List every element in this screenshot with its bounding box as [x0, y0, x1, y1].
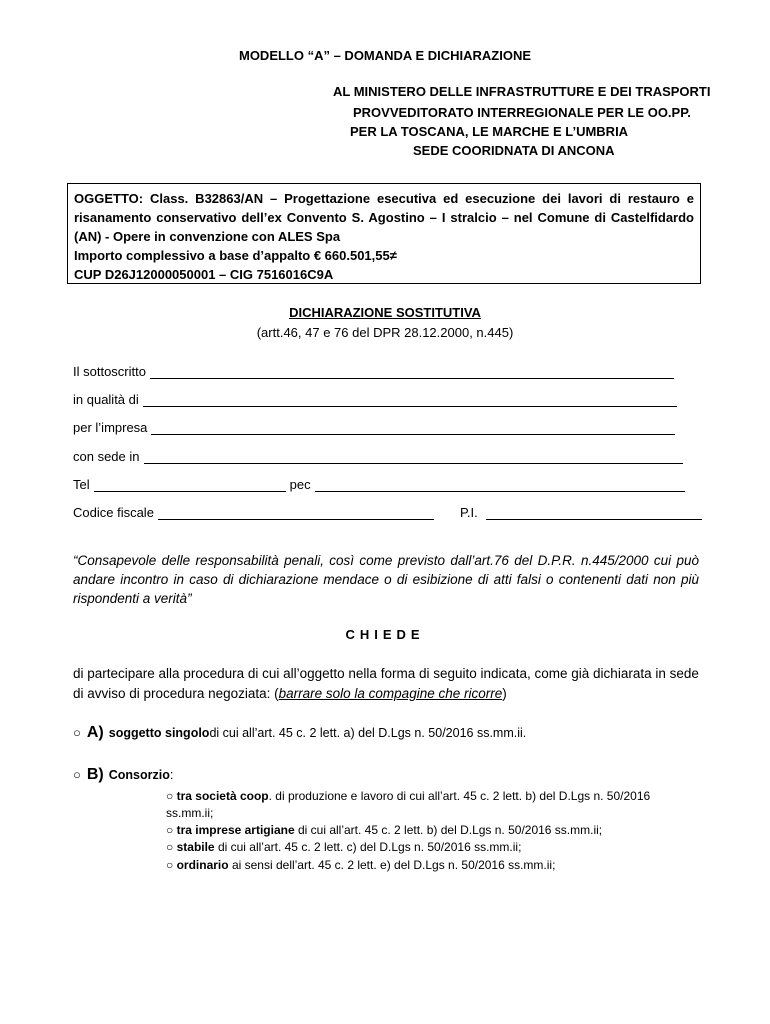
addressee-line-2: PROVVEDITORATO INTERREGIONALE PER LE OO.PP. — [353, 105, 691, 120]
option-b — [73, 766, 173, 784]
consorzio-type-artigiane — [166, 822, 696, 839]
qualita-field[interactable] — [143, 392, 677, 407]
tel-label: Tel — [73, 477, 90, 492]
sede-field[interactable] — [144, 449, 683, 464]
sede-row — [73, 449, 683, 464]
consorzio-ordinario-bold: ordinario — [176, 858, 229, 872]
consorzio-ordinario-rest: ai sensi dell’art. 45 c. 2 lett. e) del D.Lgs n. 50/2016 ss.mm.ii; — [228, 858, 556, 872]
oggetto-box — [67, 183, 701, 284]
cf-pi-row — [73, 505, 702, 520]
option-a — [73, 724, 526, 742]
impresa-field[interactable] — [151, 420, 675, 435]
consorzio-coop-checkbox[interactable]: ○ — [166, 789, 174, 803]
option-a-letter: A) — [86, 724, 104, 741]
sede-label: con sede in — [73, 449, 140, 464]
oggetto-line-3: (AN) - Opere in convenzione con ALES Spa — [74, 229, 341, 244]
consorzio-stabile-bold: stabile — [176, 840, 215, 854]
consorzio-ordinario-checkbox[interactable]: ○ — [166, 858, 174, 872]
consorzio-stabile-rest: di cui all’art. 45 c. 2 lett. c) del D.Lgs n. 50/2016 ss.mm.ii; — [214, 840, 522, 854]
qualita-label: in qualità di — [73, 392, 139, 407]
partecipa-paragraph — [73, 664, 703, 704]
qualita-row — [73, 392, 677, 407]
consapevole-quote: “Consapevole delle responsabilità penali, così come previsto dall’art.76 del D.P.R. n.445/2000 cui può andare incontro in caso di dichiarazione mendace o di esibizione di atti falsi o contenenti dati non più rispondenti a verità” — [73, 553, 699, 606]
option-b-bold: Consorzio — [108, 768, 170, 782]
option-a-checkbox[interactable]: ○ — [73, 725, 81, 740]
pec-field[interactable] — [315, 477, 685, 492]
impresa-row — [73, 420, 675, 435]
consorzio-artigiane-bold: tra imprese artigiane — [176, 823, 295, 837]
consorzio-type-ordinario — [166, 857, 696, 874]
option-b-letter: B) — [86, 766, 104, 783]
tel-pec-row — [73, 477, 685, 492]
addressee-line-1: AL MINISTERO DELLE INFRASTRUTTURE E DEI TRASPORTI — [333, 84, 711, 99]
partecipa-note: barrare solo la compagine che ricorre — [278, 686, 503, 701]
impresa-label: per l’impresa — [73, 420, 148, 435]
option-b-checkbox[interactable]: ○ — [73, 767, 81, 782]
partecipa-close: ) — [502, 686, 507, 701]
codice-fiscale-label: Codice fiscale — [73, 505, 154, 520]
oggetto-line-2: risanamento conservativo dell’ex Convento S. Agostino – I stralcio – nel Comune di Castelfidardo — [74, 210, 694, 225]
dichiarazione-subtitle: (artt.46, 47 e 76 del DPR 28.12.2000, n.445) — [256, 325, 514, 340]
consorzio-artigiane-checkbox[interactable]: ○ — [166, 823, 174, 837]
sottoscritto-label: Il sottoscritto — [73, 364, 146, 379]
dichiarazione-title: DICHIARAZIONE SOSTITUTIVA — [289, 305, 481, 320]
pi-field[interactable] — [486, 505, 702, 520]
option-b-rest: : — [169, 768, 174, 782]
oggetto-importo: Importo complessivo a base d’appalto € 660.501,55≠ — [74, 248, 397, 263]
addressee-line-4: SEDE COORIDNATA DI ANCONA — [413, 143, 615, 158]
option-a-bold: soggetto singolo — [108, 726, 210, 740]
pi-label: P.I. — [459, 505, 478, 520]
tel-field[interactable] — [94, 477, 286, 492]
option-a-rest: di cui all’art. 45 c. 2 lett. a) del D.Lgs n. 50/2016 ss.mm.ii. — [209, 726, 527, 740]
consorzio-artigiane-rest: di cui all’art. 45 c. 2 lett. b) del D.Lgs n. 50/2016 ss.mm.ii; — [294, 823, 603, 837]
oggetto-cup-cig: CUP D26J12000050001 – CIG 7516016C9A — [74, 267, 334, 282]
pec-label: pec — [289, 477, 311, 492]
chiede-heading: CHIEDE — [345, 627, 425, 642]
consorzio-type-coop — [166, 788, 696, 822]
document-title: MODELLO “A” – DOMANDA E DICHIARAZIONE — [238, 48, 532, 63]
partecipa-text: di partecipare alla procedura di cui all’oggetto nella forma di seguito indicata, come già dichiarata in sede di avviso di procedura negoziata: ( — [73, 666, 699, 701]
codice-fiscale-field[interactable] — [158, 505, 434, 520]
oggetto-line-1: OGGETTO: Class. B32863/AN – Progettazione esecutiva ed esecuzione dei lavori di restauro e — [74, 191, 694, 206]
consorzio-stabile-checkbox[interactable]: ○ — [166, 840, 174, 854]
sottoscritto-row — [73, 364, 674, 379]
consorzio-type-stabile — [166, 839, 696, 856]
consorzio-coop-rest: . di produzione e lavoro di cui all’art. 45 c. 2 lett. b) del D.Lgs n. 50/2016 ss.mm.ii; — [166, 789, 651, 820]
consorzio-coop-bold: tra società coop — [176, 789, 269, 803]
sottoscritto-field[interactable] — [150, 364, 674, 379]
addressee-line-3: PER LA TOSCANA, LE MARCHE E L’UMBRIA — [350, 124, 629, 139]
